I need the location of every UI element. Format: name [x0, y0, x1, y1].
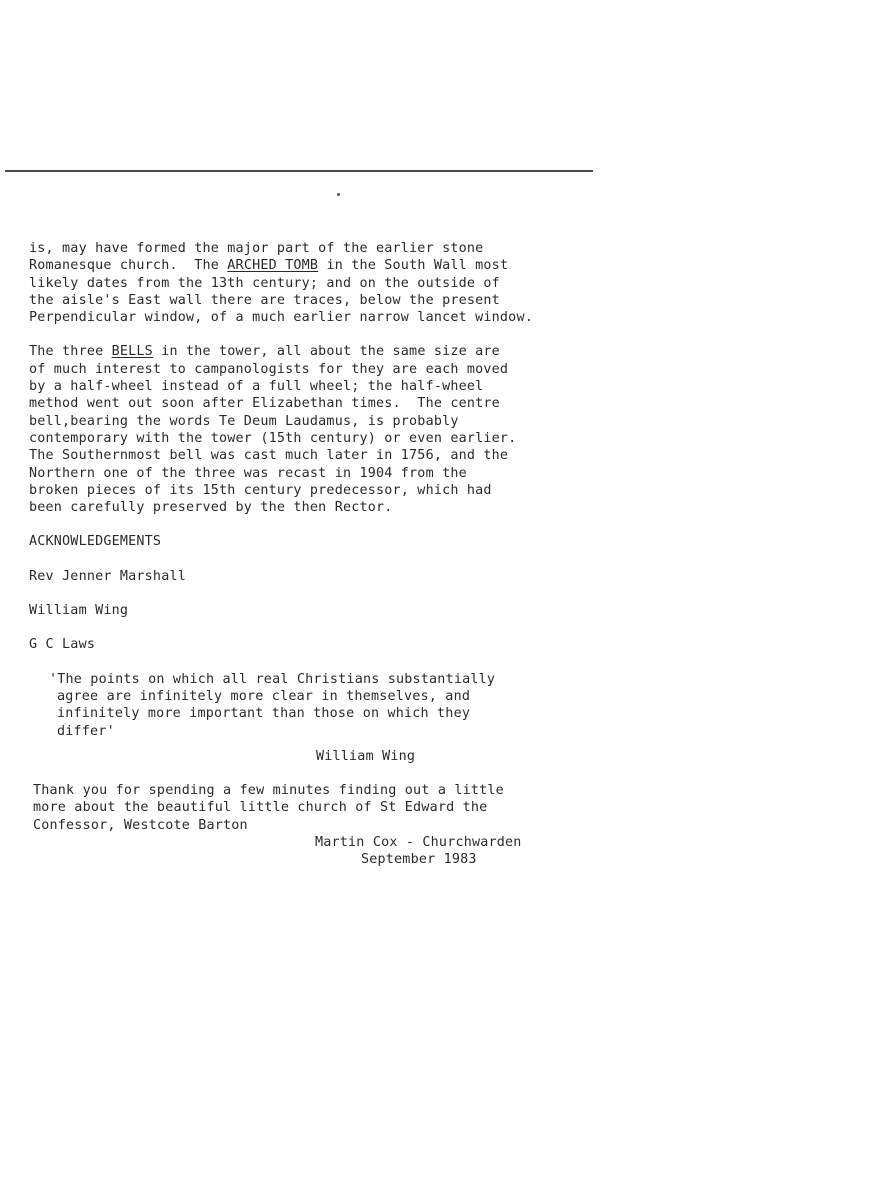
text-line: Perpendicular window, of a much earlier narrow lancet window. [29, 310, 533, 326]
text-line: Romanesque church. The ARCHED TOMB in the South Wall most [29, 258, 509, 274]
acknowledgement-name: Rev Jenner Marshall [29, 568, 186, 584]
text-line: Northern one of the three was recast in 1904 from the [29, 465, 467, 481]
text-line: broken pieces of its 15th century predecessor, which had [29, 482, 492, 498]
text-line: contemporary with the tower (15th century) or even earlier. [29, 430, 517, 446]
text-line: more about the beautiful little church of St Edward the [33, 800, 488, 816]
horizontal-rule [5, 170, 593, 172]
text-line: method went out soon after Elizabethan times. The centre [29, 396, 500, 412]
quotation-block [29, 671, 569, 740]
quote-line: 'The points on which all real Christians substantially [49, 671, 496, 687]
bells-heading: BELLS [111, 344, 153, 360]
quote-line: differ' [57, 723, 115, 739]
date: September 1983 [361, 852, 477, 868]
quote-attribution: William Wing [316, 748, 416, 764]
acknowledgements-heading: ACKNOWLEDGEMENTS [29, 534, 162, 550]
document-body [29, 240, 569, 869]
quote-line: agree are infinitely more clear in themselves, and [57, 688, 471, 704]
text-line: Confessor, Westcote Barton [33, 817, 248, 833]
text-line: is, may have formed the major part of the earlier stone [29, 241, 484, 256]
signature: Martin Cox - Churchwarden [315, 835, 522, 851]
text-line: bell,bearing the words Te Deum Laudamus, is probably [29, 413, 459, 429]
acknowledgement-name: G C Laws [29, 637, 96, 653]
closing-paragraph [29, 782, 569, 834]
text-line: been carefully preserved by the then Rector. [29, 500, 393, 516]
text-line: likely dates from the 13th century; and on the outside of [29, 275, 500, 291]
arched-tomb-heading: ARCHED TOMB [227, 258, 319, 274]
paragraph-church-history [29, 240, 569, 326]
acknowledgement-name: William Wing [29, 603, 129, 619]
text-line: Thank you for spending a few minutes finding out a little [33, 783, 504, 799]
text-line: The Southernmost bell was cast much later in 1756, and the [29, 448, 509, 464]
quote-line: infinitely more important than those on which they [57, 706, 471, 722]
paragraph-bells [29, 343, 569, 516]
text-line: by a half-wheel instead of a full wheel; the half-wheel [29, 379, 484, 395]
page-speck [337, 193, 340, 196]
text-line: the aisle's East wall there are traces, below the present [29, 292, 500, 308]
text-line: of much interest to campanologists for they are each moved [29, 361, 509, 377]
text-line: The three BELLS in the tower, all about the same size are [29, 344, 500, 360]
